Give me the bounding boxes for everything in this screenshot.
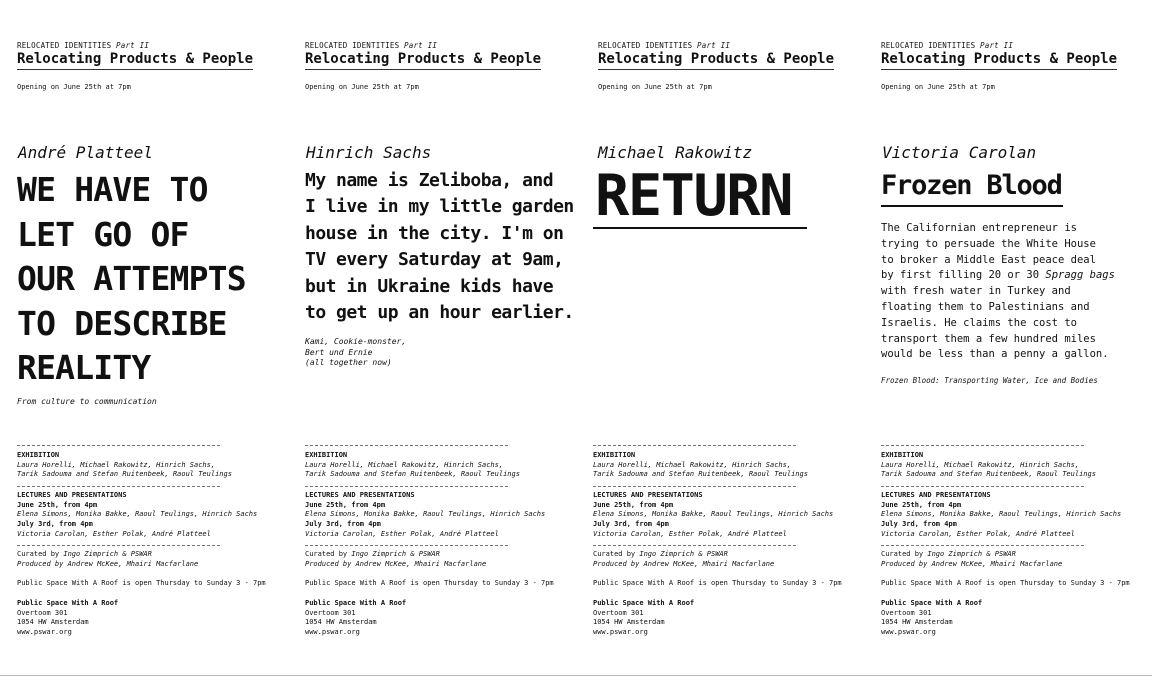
venue-address: Public Space With A Roof Overtoom 301 1054 HW Amsterdam www.pswar.org xyxy=(305,599,407,637)
credits-info: Curated by Ingo Zimprich & PSWAR xyxy=(305,550,440,558)
produced-info: Produced by Andrew McKee, Mhairi Macfarlane xyxy=(593,560,775,568)
poster-caption: Frozen Blood: Transporting Water, Ice and Bodies xyxy=(881,376,1098,385)
series-label: RELOCATED IDENTITIES Part II xyxy=(881,41,1014,50)
opening-hours: Public Space With A Roof is open Thursday to Sunday 3 - 7pm xyxy=(17,579,266,587)
poster-headline: Frozen Blood xyxy=(881,170,1062,201)
divider xyxy=(17,545,220,546)
produced-info: Produced by Andrew McKee, Mhairi Macfarlane xyxy=(881,560,1063,568)
website-link[interactable]: www.pswar.org xyxy=(305,628,360,637)
exhibition-title: Relocating Products & People xyxy=(881,51,1117,70)
exhibition-title: Relocating Products & People xyxy=(305,51,541,70)
artist-name: Hinrich Sachs xyxy=(306,143,432,162)
lectures-info: LECTURES AND PRESENTATIONS June 25th, from 4pm Elena Simons, Monika Bakke, Raoul Teulings, Hinrich Sachs July 3rd, from 4pm Victoria Carolan, Esther Polak, André Platteel xyxy=(881,491,1122,538)
exhibition-info: EXHIBITION Laura Horelli, Michael Rakowitz, Hinrich Sachs, Tarik Sadouma and Stefan Ruitenbeek, Raoul Teulings xyxy=(881,451,1096,479)
artist-name: André Platteel xyxy=(18,143,153,162)
series-label: RELOCATED IDENTITIES Part II xyxy=(305,41,438,50)
divider xyxy=(593,445,796,446)
produced-info: Produced by Andrew McKee, Mhairi Macfarlane xyxy=(305,560,487,568)
poster-headline: RETURN xyxy=(595,163,792,229)
opening-date: Opening on June 25th at 7pm xyxy=(598,83,712,91)
divider xyxy=(17,486,220,487)
divider xyxy=(881,445,1084,446)
website-link[interactable]: www.pswar.org xyxy=(17,628,72,637)
poster-hinrich-sachs xyxy=(305,0,575,680)
opening-date: Opening on June 25th at 7pm xyxy=(17,83,131,91)
divider xyxy=(305,445,508,446)
page-bottom-rule xyxy=(0,675,1152,676)
venue-address: Public Space With A Roof Overtoom 301 1054 HW Amsterdam www.pswar.org xyxy=(17,599,119,637)
artist-name: Victoria Carolan xyxy=(882,143,1037,162)
opening-date: Opening on June 25th at 7pm xyxy=(881,83,995,91)
opening-hours: Public Space With A Roof is open Thursday to Sunday 3 - 7pm xyxy=(881,579,1130,587)
poster-andre-platteel xyxy=(17,0,267,680)
credits-info: Curated by Ingo Zimprich & PSWAR xyxy=(17,550,152,558)
exhibition-title: Relocating Products & People xyxy=(17,51,253,70)
headline-underline xyxy=(593,227,807,229)
venue-address: Public Space With A Roof Overtoom 301 1054 HW Amsterdam www.pswar.org xyxy=(593,599,695,637)
produced-info: Produced by Andrew McKee, Mhairi Macfarlane xyxy=(17,560,199,568)
poster-caption: Kami, Cookie-monster, Bert und Ernie (all together now) xyxy=(305,337,407,367)
website-link[interactable]: www.pswar.org xyxy=(881,628,936,637)
poster-michael-rakowitz xyxy=(593,0,843,680)
exhibition-info: EXHIBITION Laura Horelli, Michael Rakowitz, Hinrich Sachs, Tarik Sadouma and Stefan Ruitenbeek, Raoul Teulings xyxy=(305,451,520,479)
lectures-info: LECTURES AND PRESENTATIONS June 25th, from 4pm Elena Simons, Monika Bakke, Raoul Teulings, Hinrich Sachs July 3rd, from 4pm Victoria Carolan, Esther Polak, André Platteel xyxy=(305,491,546,538)
lectures-info: LECTURES AND PRESENTATIONS June 25th, from 4pm Elena Simons, Monika Bakke, Raoul Teulings, Hinrich Sachs July 3rd, from 4pm Victoria Carolan, Esther Polak, André Platteel xyxy=(593,491,834,538)
headline-underline xyxy=(881,205,1063,207)
opening-hours: Public Space With A Roof is open Thursday to Sunday 3 - 7pm xyxy=(593,579,842,587)
venue-address: Public Space With A Roof Overtoom 301 1054 HW Amsterdam www.pswar.org xyxy=(881,599,983,637)
divider xyxy=(593,545,796,546)
divider xyxy=(881,486,1084,487)
divider xyxy=(305,545,508,546)
exhibition-title: Relocating Products & People xyxy=(598,51,834,70)
credits-info: Curated by Ingo Zimprich & PSWAR xyxy=(593,550,728,558)
headline-line: REALITY xyxy=(17,348,151,387)
lectures-info: LECTURES AND PRESENTATIONS June 25th, from 4pm Elena Simons, Monika Bakke, Raoul Teulings, Hinrich Sachs July 3rd, from 4pm Victoria Carolan, Esther Polak, André Platteel xyxy=(17,491,258,538)
exhibition-info: EXHIBITION Laura Horelli, Michael Rakowitz, Hinrich Sachs, Tarik Sadouma and Stefan Ruitenbeek, Raoul Teulings xyxy=(17,451,232,479)
poster-caption: From culture to communication xyxy=(17,397,157,406)
lectures-label: LECTURES AND PRESENTATIONS xyxy=(17,491,127,499)
poster-body: The Californian entrepreneur is trying to persuade the White House to broker a Middle East peace deal by first filling 20 or 30 Spragg bags with fresh water in Turkey and floating them to Palestinians and Israelis. He claims the cost to transport them a few hundred miles would be less than a penny a gallon. xyxy=(881,222,1115,361)
headline-line: LET GO OF xyxy=(17,214,189,254)
poster-victoria-carolan xyxy=(881,0,1141,680)
divider xyxy=(305,486,508,487)
exhibition-info: EXHIBITION Laura Horelli, Michael Rakowitz, Hinrich Sachs, Tarik Sadouma and Stefan Ruitenbeek, Raoul Teulings xyxy=(593,451,808,479)
series-label: RELOCATED IDENTITIES Part II xyxy=(598,41,731,50)
opening-date: Opening on June 25th at 7pm xyxy=(305,83,419,91)
artist-name: Michael Rakowitz xyxy=(598,143,753,162)
headline-line: TO DESCRIBE xyxy=(17,303,227,343)
headline-line: OUR ATTEMPTS xyxy=(17,259,246,298)
poster-headline xyxy=(17,168,246,391)
opening-hours: Public Space With A Roof is open Thursday to Sunday 3 - 7pm xyxy=(305,579,554,587)
credits-info: Curated by Ingo Zimprich & PSWAR xyxy=(881,550,1016,558)
poster-quote: My name is Zeliboba, and I live in my little garden house in the city. I'm on TV every Saturday at 9am, but in Ukraine kids have to get up an hour earlier. xyxy=(305,170,574,324)
spragg-bags: Spragg bags xyxy=(1045,269,1115,282)
headline-line: WE HAVE TO xyxy=(17,170,208,209)
series-label: RELOCATED IDENTITIES Part II xyxy=(17,41,150,50)
divider xyxy=(593,486,796,487)
divider xyxy=(17,445,220,446)
divider xyxy=(881,545,1084,546)
website-link[interactable]: www.pswar.org xyxy=(593,628,648,637)
exhibition-label: EXHIBITION xyxy=(17,451,60,459)
